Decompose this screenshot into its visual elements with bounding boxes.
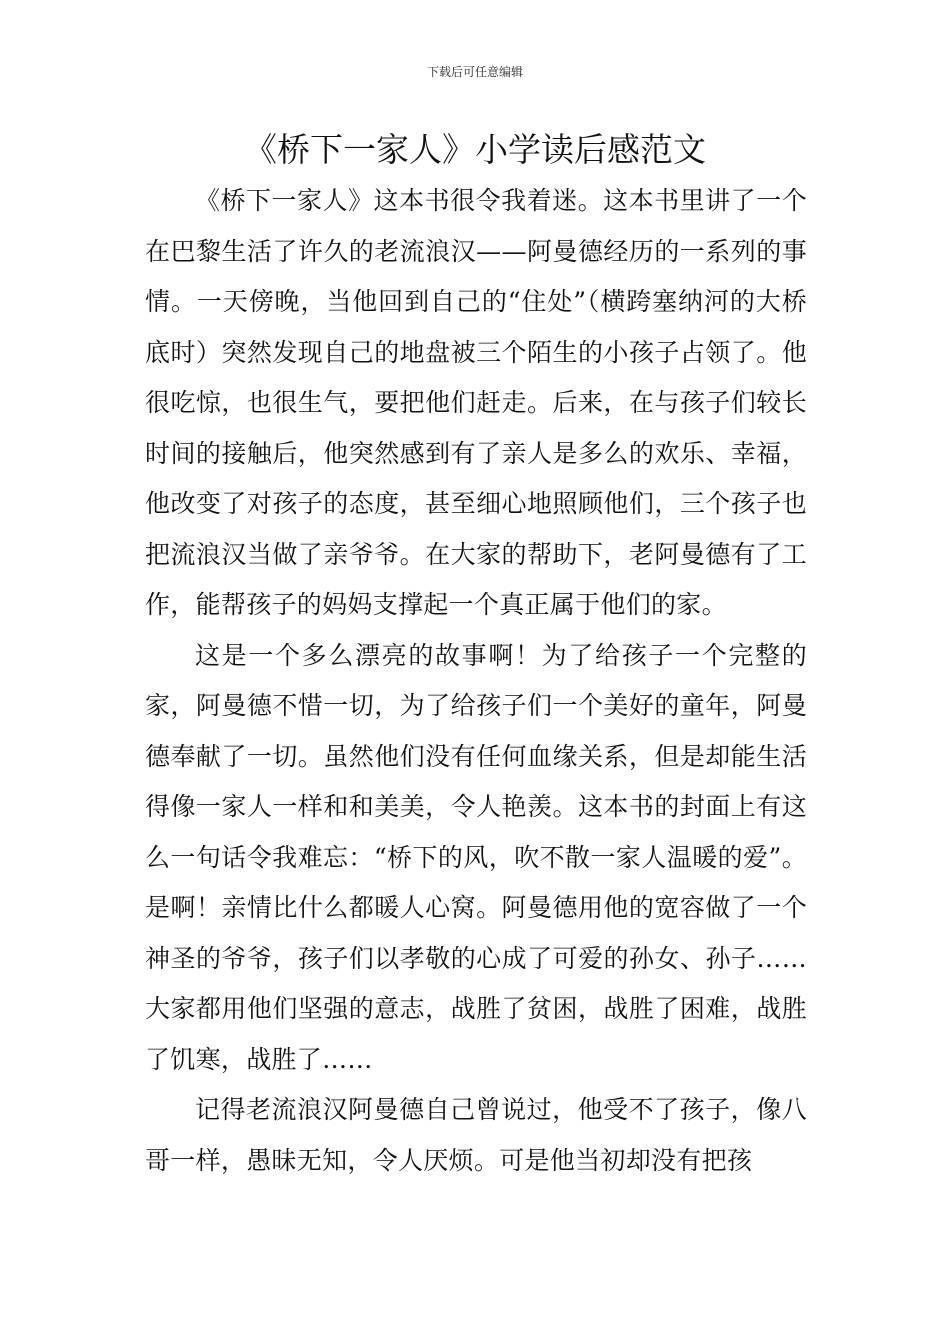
paragraph-3: 记得老流浪汉阿曼德自己曾说过，他受不了孩子，像八哥一样，愚昧无知，令人厌烦。可是他当初却没有把孩	[145, 1095, 807, 1175]
header-note: 下载后可任意编辑	[426, 65, 523, 79]
document-title: 《桥下一家人》小学读后感范文	[244, 130, 706, 169]
document-body	[145, 176, 807, 1186]
paragraph-2: 这是一个多么漂亮的故事啊！为了给孩子一个完整的家，阿曼德不惜一切，为了给孩子们一个美好的童年，阿曼德奉献了一切。虽然他们没有任何血缘关系，但是却能生活得像一家人一样和和美美，令人艳羡。这本书的封面上有这么一句话令我难忘：“桥下的风，吹不散一家人温暖的爱”。是啊！亲情比什么都暖人心窝。阿曼德用他的宽容做了一个神圣的爷爷，孩子们以孝敬的心成了可爱的孙女、孙子……大家都用他们坚强的意志，战胜了贫困，战胜了困难，战胜了饥寒，战胜了……	[145, 640, 807, 1074]
paragraph-1: 《桥下一家人》这本书很令我着迷。这本书里讲了一个在巴黎生活了许久的老流浪汉——阿曼德经历的一系列的事情。一天傍晚，当他回到自己的“住处”（横跨塞纳河的大桥底时）突然发现自己的地盘被三个陌生的小孩子占领了。他很吃惊，也很生气，要把他们赶走。后来，在与孩子们较长时间的接触后，他突然感到有了亲人是多么的欢乐、幸福，他改变了对孩子的态度，甚至细心地照顾他们，三个孩子也把流浪汉当做了亲爷爷。在大家的帮助下，老阿曼德有了工作，能帮孩子的妈妈支撑起一个真正属于他们的家。	[145, 186, 807, 619]
